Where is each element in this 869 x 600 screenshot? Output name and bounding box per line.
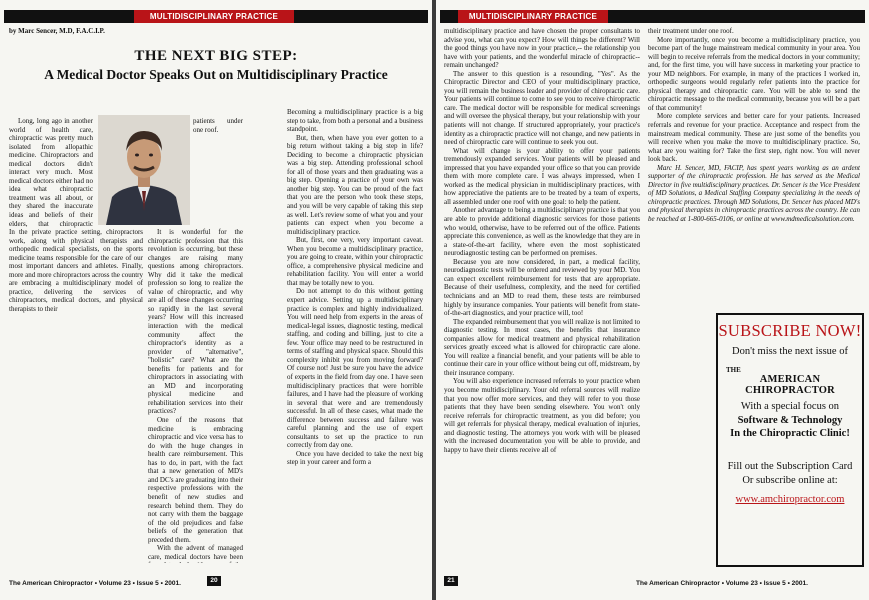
author-photo (98, 115, 190, 225)
section-label: MULTIDISCIPLINARY PRACTICE (134, 10, 294, 23)
paragraph: The expanded reimbursement that you will realize is not limited to diagnostic testing. In most cases, the benefits that insurance companies allow for medical treatment and physical rehabilitation services greatly exceed what is allowed for chiropractic care alone. You will realize a financial benefit, and your patients will be able to continue their care in your office without being cut off, midstream, by their insurance company. (444, 317, 640, 377)
paragraph: One of the reasons that medicine is embracing chiropractic and vice versa has to do with the huge changes in health care reimbursement. This has to do, in part, with the fact that a new generation of MD's and DC's are graduating into their respective professions with the benefit of new studies and research behind them. They do not carry with them the baggage of the old prejudices and false beliefs of the generation that preceded them. (148, 416, 243, 544)
article-column-1-top (9, 117, 93, 228)
section-bar (4, 10, 428, 23)
article-column-4 (444, 27, 640, 563)
right-page (436, 0, 869, 600)
paragraph: The answer to this question is a resounding, "Yes". As the Chiropractic Director and CEO of your multidisciplinary practice, you will remain the business leader and provider of chiropractic care. Your patients will continue to come to see you to receive chiropractic care. The medical doctor will be responsible for medical screenings and will oversee the physical therapy, but your relationship with your patients will not change. If structured appropriately, your practice's identity as a chiropractic practice will not change, and new patients in need of chiropractic care will continue to seek you out. (444, 69, 640, 147)
paragraph: You will also experience increased referrals to your practice when you become multidisciplinary. Your old referral sources will realize that you now offer more services, and they will refer to you those patients that they have been sending elsewhere. You won't only receive referrals for chiropractic treatment, as you did before; you will get referrals for physical therapy, medical evaluation of injuries, and diagnostic testing. The attorneys you work with will be pleased with the increased documentation you will be able to provide, and happy to have their clients receive all of (444, 377, 640, 454)
left-page (0, 0, 432, 600)
section-bar (440, 10, 865, 23)
ad-cta-1: Fill out the Subscription Card (727, 461, 853, 472)
paragraph: But, then, when have you ever gotten to a big return without taking a big step in life? Deciding to become a chiropractic physician was a big step. Attending professional school for all of those years and then graduating was a big step. Opening a practice of your own was another big step. You can be proud of the fact that you are the person who took these steps, and you will be very capable of taking this step as well. Let's review some of what you and your patients can expect when you become a multidisciplinary practice. (287, 133, 423, 236)
ad-special (718, 400, 862, 441)
byline: by Marc Sencer, M.D, F.A.C.I.P. (9, 27, 105, 35)
subscribe-ad (716, 313, 864, 567)
ad-focus-2: In the Chiropractic Clinic! (730, 428, 850, 439)
ad-focus-1: Software & Technology (737, 414, 843, 426)
paragraph: With the advent of managed care, medical doctors have been (148, 544, 243, 561)
article-column-1 (9, 228, 143, 563)
ad-brand: AMERICAN CHIROPRACTOR (745, 374, 835, 396)
ad-special-line: With a special focus on (740, 401, 840, 412)
article-column-3 (287, 108, 423, 563)
ad-headline: SUBSCRIBE NOW! (718, 321, 862, 340)
ad-cta (718, 460, 862, 487)
article-column-2 (148, 228, 243, 563)
paragraph: Do not attempt to do this without getting expert advice. Setting up a multidisciplinary practice is complex and highly individualized. You will need help from experts in the areas of medical-legal issues, diagnostic testing, medical staffing, and coding and billing, just to cite a few. Your office may need to be restructured in terms of staffing and physical space. Should this complexity inhibit you from moving forward? Of course not! Just be sure you have the advice of experts in the field from day one. I have seen multidisciplinary practices that were horrible failures, and I have had the pleasure of working in several that were and are tremendously successful. In all of these cases, what made the difference between success and failure was careful planning and the use of expert consultants to set up the practice to run correctly from day one. (287, 287, 423, 450)
paragraph: patients under one roof. (193, 117, 243, 134)
author-bio-text: Marc H. Sencer, MD, FACIP, has spent years working as an ardent supporter of the chiropractic profession. He has served as the Medical Director in five multidisciplinary practices. Dr. Sencer is the Vice President of MD Solutions, a Medical Staffing Company specializing in the needs of chiropractic practices. Through MD Solutions, Dr. Sencer has placed MD's and physical therapists in chiropractic practices across the country. He can be reached at 1-800-665-0106, or online at www.mdmedicalsolution.com. (648, 163, 860, 224)
paragraph: Becoming a multidisciplinary practice is a big step to take, from both a personal and a business standpoint. (287, 108, 423, 134)
paragraph: What will change is your ability to offer your patients tremendously expanded services. Your patients will be pleased and impressed that you have expanded your office so that you can provide them with more complete care. I was always impressed, when I worked as the medical physician in multidisciplinary practices, with how appreciative the patients are to be treated by a team of experts, all assembled under one roof with one goal: to help the patient. (444, 146, 640, 206)
paragraph: Once you have decided to take the next big step in your career and form a (287, 449, 423, 467)
paragraph: It is wonderful for the chiropractic profession that this revolution is occurring, but these changes are raising many questions among chiropractors. Why did it take the medical profession so long to realize the value of chiropractic, and why are all of these changes occurring so rapidly in the last several years? How will this increased interaction with the medical community affect the chiropractor's identity as a provider of "alternative", "holistic" care? What are the benefits for patients and for chiropractors in associating with an MD and incorporating physical medicine and rehabilitation services into their practices? (148, 228, 243, 416)
page-number-left: 20 (207, 576, 221, 586)
paragraph: Another advantage to being a multidisciplinary practice is that you are able to provide additional diagnostic services for those patients who would, otherwise, have to be referred out of the office. Patients appreciate this convenience, as well as the knowledge that they are in a state-of-the-art facility, where even the most sophisticated neurodiagnostic testing can be performed on premises. (444, 206, 640, 258)
paragraph: multidisciplinary practice and have chosen the proper consultants to advise you, what can you expect? How will things be different? Will the good things you have now in your practice,-- the relationship you have with your patients, and the wonderful miracle of chiropractic--remain unchanged? (444, 27, 640, 70)
ad-line: Don't miss the next issue of (732, 346, 848, 357)
author-bio (648, 164, 860, 224)
footer-left: The American Chiropractor • Volume 23 • Issue 5 • 2001. (9, 580, 181, 587)
headline: THE NEXT BIG STEP: (134, 48, 298, 64)
ad-url-link[interactable]: www.amchiropractor.com (735, 494, 845, 505)
paragraph: Because you are now considered, in part, a medical facility, neurodiagnostic tests will be ordered and reviewed by your MD. You can expect excellent reimbursement for tests that are appropriate. Because of their usefulness, complexity, and the need for certified technicians and an MD to read them, these tests are reimbursed highly by insurance companies. Your patients will benefit from state-of-the-art diagnostics, and your practice will, too! (444, 257, 640, 318)
ad-cta-2: Or subscribe online at: (742, 474, 838, 486)
article-column-2-top (193, 117, 243, 228)
section-label: MULTIDISCIPLINARY PRACTICE (458, 10, 608, 23)
paragraph: More importantly, once you become a multidisciplinary practice, you become part of the huge mainstream medical community in your area. You will begin to receive referrals from the medical doctors in your community; and, for the first time, you will have success in marketing your practice to your MD neighbors. For example, in many of the practices I worked in, orthopedic surgeons would regularly refer patients into the practice for physical therapy and chiropractic care. You will be able to send the chiropractic message to the medical community, because you will be a part of that community! (648, 35, 860, 112)
paragraph: More complete services and better care for your patients. Increased referrals and revenue for your practice. Acceptance and respect from the mainstream medical community. These are just some of the benefits you will receive when you make the move to multidisciplinary practice. So, what are you waiting for? Take the first step, right now. You will never look back. (648, 112, 860, 164)
subheadline: A Medical Doctor Speaks Out on Multidisciplinary Practice (44, 67, 388, 82)
footer-right: The American Chiropractor • Volume 23 • Issue 5 • 2001. (636, 580, 808, 587)
paragraph: But, first, one very, very important caveat. When you become a multidisciplinary practice, you are going to create, within your chiropractic office, a comprehensive physical medicine and rehabilitation facility. You will enter a world that may be totally new to you. (287, 236, 423, 287)
paragraph: Long, long ago in another world of health care, chiropractic was pretty much isolated from allopathic medicine. Chiropractors and medical doctors didn't interact very much. Most medical doctors either had no idea what chiropractic treatment was all about, or they shared the inaccurate ideas and beliefs of their elders, that chiropractic (9, 117, 93, 228)
paragraph: In the private practice setting, chiropractors work, along with physical therapists and orthopedic medical specialists, on the sports medicine teams responsible for the care of our most important dancers and athletes. Finally, more and more chiropractors across the country are embracing a multidisciplinary model of practice, delivering the services of chiropractors, medical doctors, and physical therapists to their (9, 228, 143, 314)
article-column-5 (648, 27, 860, 311)
paragraph: their treatment under one roof. (648, 27, 734, 35)
ad-brand-the: THE (726, 366, 741, 374)
author-portrait-image (98, 115, 190, 225)
page-number-right: 21 (444, 576, 458, 586)
